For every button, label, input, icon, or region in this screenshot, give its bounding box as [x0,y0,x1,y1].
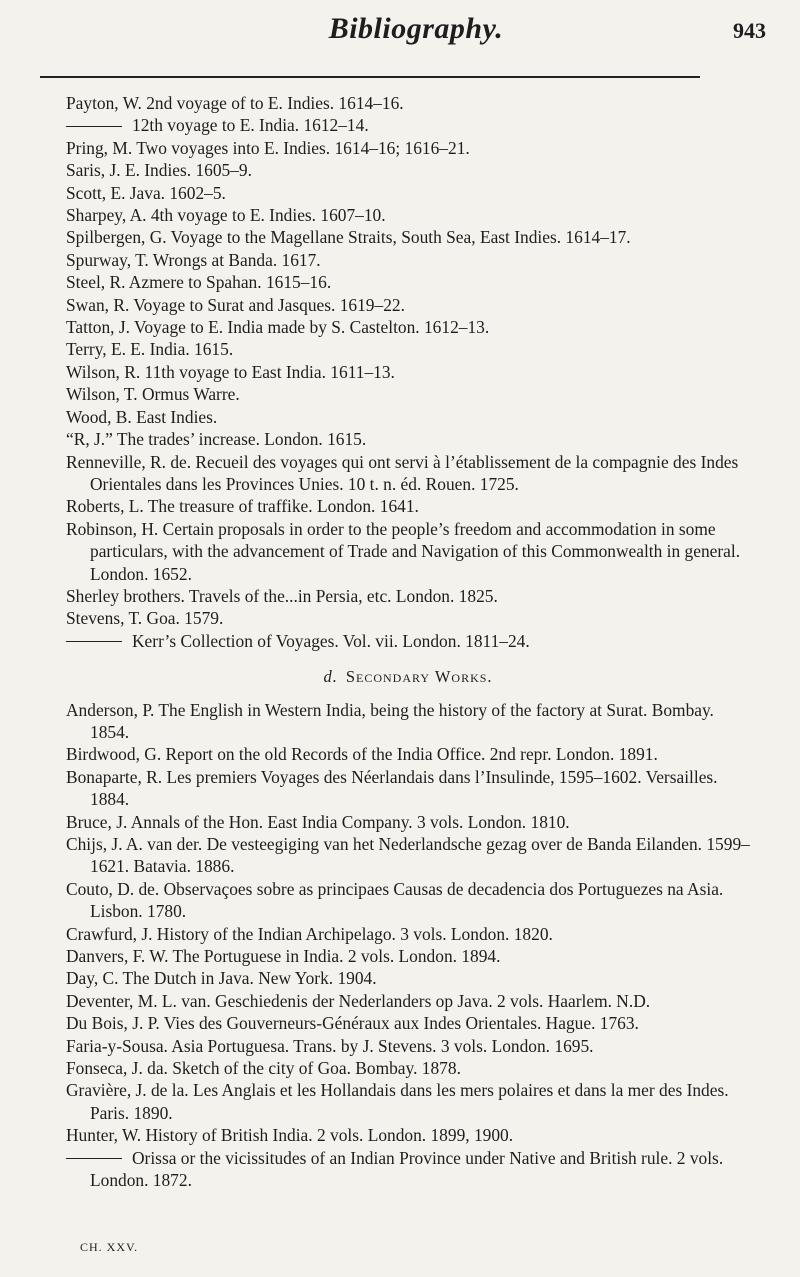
bibliography-entry [66,607,750,629]
entry-text: Chijs, J. A. van der. De vesteegiging van het Nederlandsche gezag over de Banda Eilanden. 1599–1621. Batavia. 1886. [66,834,750,877]
entry-text: Payton, W. 2nd voyage of to E. Indies. 1614–16. [66,93,404,113]
bibliography-entry [66,406,750,428]
bibliography-entry [66,159,750,181]
entry-text: Renneville, R. de. Recueil des voyages qui ont servi à l’établissement de la compagnie des Indes Orientales dans les Provinces Unies. 10 t. n. éd. Rouen. 1725. [66,451,739,494]
bibliography-entry [66,1147,750,1192]
bibliography-entry [66,114,750,136]
bibliography-entry [66,249,750,271]
entry-text: Spilbergen, G. Voyage to the Magellane Straits, South Sea, East Indies. 1614–17. [66,227,631,248]
entry-text: Fonseca, J. da. Sketch of the city of Goa. Bombay. 1878. [66,1058,461,1079]
running-title: Bibliography. [328,12,504,45]
entry-text: Wilson, T. Ormus Warre. [66,384,240,405]
bibliography-content [66,92,750,1192]
ditto-dash [66,1158,122,1159]
entry-text: Hunter, W. History of British India. 2 vols. London. 1899, 1900. [66,1125,514,1146]
page-header [66,10,766,62]
bibliography-entry [66,271,750,293]
ditto-dash [66,641,122,642]
bibliography-entry [66,1012,750,1034]
entry-text: “R, J.” The trades’ increase. London. 1615. [66,429,367,450]
entry-text: Couto, D. de. Observaçoes sobre as principaes Causas de decadencia dos Portuguezes na Asia. Lisbon. 1780. [66,878,724,922]
entry-text: Bonaparte, R. Les premiers Voyages des Néerlandais dans l’Insulinde, 1595–1602. Versailles. 1884. [66,766,718,810]
entry-text: Danvers, F. W. The Portuguese in India. 2 vols. London. 1894. [66,946,501,967]
bibliography-entry [66,137,750,159]
secondary-works-list [66,699,750,1192]
entry-text: Terry, E. E. India. 1615. [66,339,234,360]
entry-text: Gravière, J. de la. Les Anglais et les Hollandais dans les mers polaires et dans la mer des Indes. Paris. 1890. [66,1080,729,1123]
bibliography-entry [66,990,750,1012]
bibliography-entry [66,923,750,945]
bibliography-entry [66,428,750,450]
bibliography-entry [66,833,750,878]
bibliography-entry [66,699,750,744]
bibliography-entry [66,361,750,383]
bibliography-entry [66,226,750,248]
bibliography-entry [66,294,750,316]
entry-text: Sharpey, A. 4th voyage to E. Indies. 1607–10. [66,205,386,226]
bibliography-entry [66,766,750,811]
entry-text: Tatton, J. Voyage to E. India made by S. Castelton. 1612–13. [66,317,490,338]
entry-text: Du Bois, J. P. Vies des Gouverneurs-Généraux aux Indes Orientales. Hague. 1763. [66,1013,639,1034]
entry-text: Bruce, J. Annals of the Hon. East India Company. 3 vols. London. 1810. [66,811,570,832]
bibliography-entry [66,383,750,405]
bibliography-entry [66,945,750,967]
entry-text: Wilson, R. 11th voyage to East India. 1611–13. [66,361,395,382]
entry-text: Wood, B. East Indies. [66,406,218,427]
entry-text: Saris, J. E. Indies. 1605–9. [66,160,252,181]
primary-sources-list [66,92,750,652]
entry-text: Stevens, T. Goa. 1579. [66,608,224,629]
ditto-dash [66,126,122,127]
bibliography-entry [66,92,750,114]
bibliography-entry [66,451,750,496]
bibliography-entry [66,495,750,517]
entry-text: Roberts, L. The treasure of traffike. London. 1641. [66,496,419,517]
section-title: Secondary Works. [345,667,493,687]
bibliography-entry [66,1057,750,1079]
entry-text: Scott, E. Java. 1602–5. [66,182,226,203]
section-letter: d. [323,667,338,687]
bibliography-entry [66,630,750,652]
entry-text: Faria-y-Sousa. Asia Portuguesa. Trans. by J. Stevens. 3 vols. London. 1695. [66,1035,594,1056]
entry-text: Day, C. The Dutch in Java. New York. 1904. [66,968,377,989]
entry-text: Sherley brothers. Travels of the...in Persia, etc. London. 1825. [66,585,498,606]
entry-text: Kerr’s Collection of Voyages. Vol. vii. London. 1811–24. [132,630,530,651]
bibliography-entry [66,204,750,226]
entry-text: Steel, R. Azmere to Spahan. 1615–16. [66,272,332,293]
bibliography-entry [66,878,750,923]
entry-text: Robinson, H. Certain proposals in order to the people’s freedom and accommodation in some particulars, with the advancement of Trade and Navigation of this Commonwealth in general. London. 1652. [66,518,741,584]
bibliography-entry [66,182,750,204]
bibliography-entry [66,967,750,989]
bibliography-entry [66,1124,750,1146]
entry-text: Crawfurd, J. History of the Indian Archipelago. 3 vols. London. 1820. [66,923,553,944]
entry-text: 12th voyage to E. India. 1612–14. [132,115,369,136]
bibliography-entry [66,743,750,765]
entry-text: Birdwood, G. Report on the old Records of the India Office. 2nd repr. London. 1891. [66,744,658,765]
bibliography-entry [66,518,750,585]
entry-text: Orissa or the vicissitudes of an Indian Province under Native and British rule. 2 vols. London. 1872. [90,1147,724,1191]
bibliography-entry [66,1035,750,1057]
bibliography-entry [66,316,750,338]
page-number: 943 [733,18,766,43]
section-heading [66,666,750,688]
bibliography-entry [66,585,750,607]
signature-mark: CH. XXV. [80,1240,139,1254]
bibliography-entry [66,338,750,360]
entry-text: Spurway, T. Wrongs at Banda. 1617. [66,249,321,270]
entry-text: Deventer, M. L. van. Geschiedenis der Nederlanders op Java. 2 vols. Haarlem. N.D. [66,990,651,1011]
entry-text: Anderson, P. The English in Western India, being the history of the factory at Surat. Bombay. 1854. [66,699,714,742]
entry-text: Swan, R. Voyage to Surat and Jasques. 1619–22. [66,294,405,315]
header-rule [40,76,700,78]
bibliography-entry [66,1079,750,1124]
bibliography-entry [66,811,750,833]
entry-text: Pring, M. Two voyages into E. Indies. 1614–16; 1616–21. [66,137,470,158]
